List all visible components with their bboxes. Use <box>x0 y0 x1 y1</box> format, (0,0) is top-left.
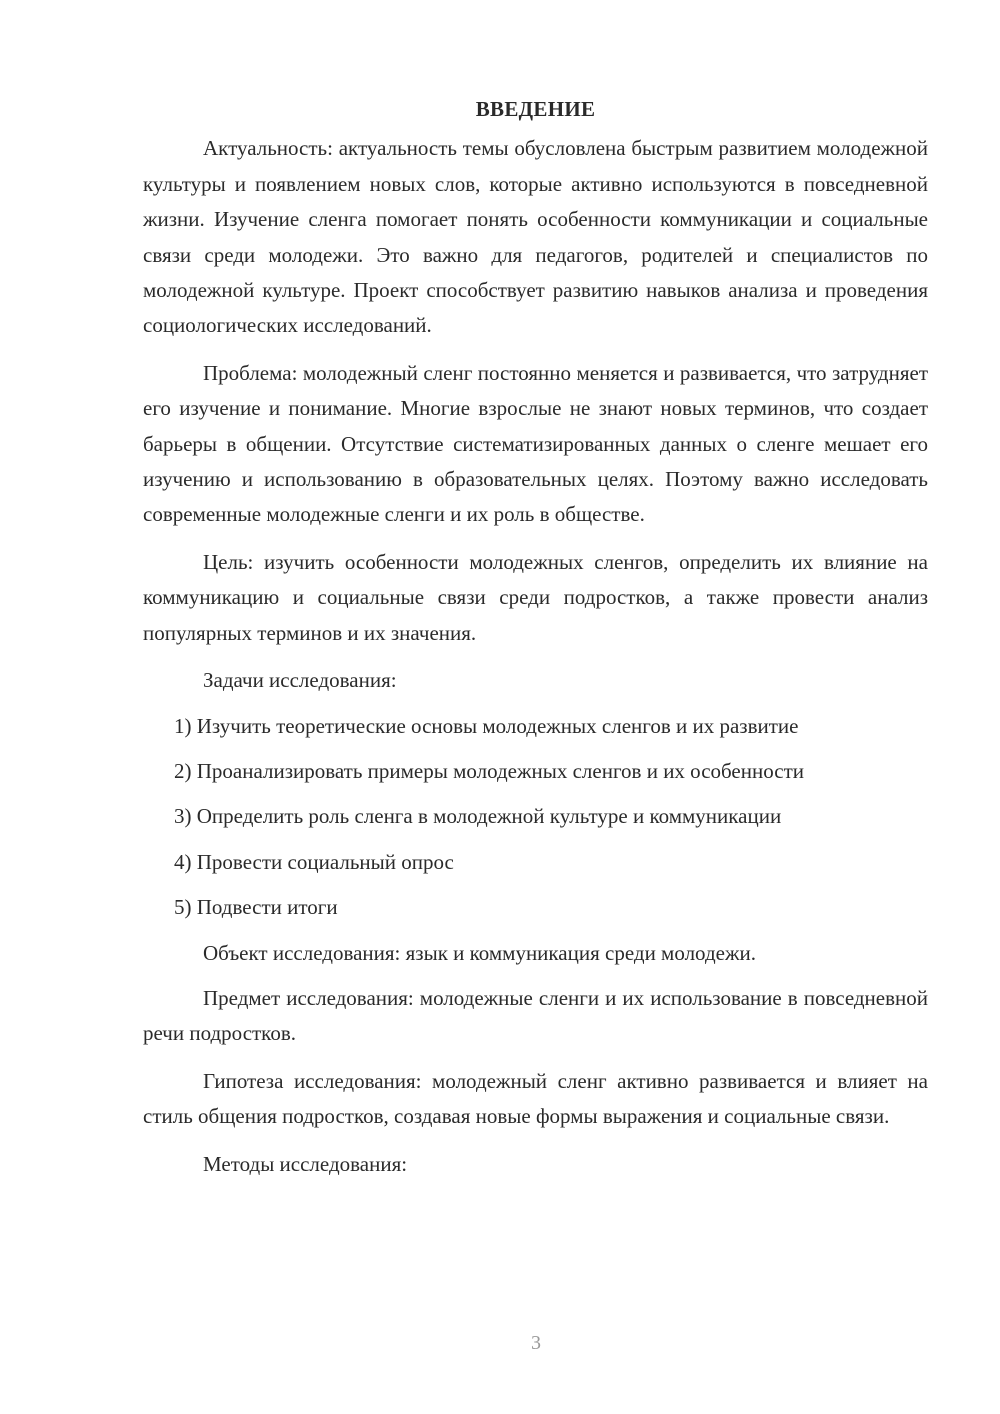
document-page <box>143 92 928 1192</box>
list-item: 2) Проанализировать примеры молодежных сленгов и их особенности <box>174 758 804 783</box>
methods-title: Методы исследования: <box>203 1151 408 1176</box>
problem-paragraph: Проблема: молодежный сленг постоянно меняется и развивается, что затрудняет его изучение и понимание. Многие взрослые не знают новых терминов, что создает барьеры в общении. Отсутствие систематизированных данных о сленге мешает его изучению и использованию в образовательных целях. Поэтому важно исследовать современные молодежные сленги и их роль в обществе. <box>143 360 928 527</box>
list-item: 1) Изучить теоретические основы молодежных сленгов и их развитие <box>174 713 799 738</box>
goal-paragraph: Цель: изучить особенности молодежных сленгов, определить их влияние на коммуникацию и социальные связи среди подростков, а также провести анализ популярных терминов и их значения. <box>143 549 928 645</box>
list-item: 3) Определить роль сленга в молодежной культуре и коммуникации <box>174 804 782 829</box>
list-item: 5) Подвести итоги <box>174 895 338 920</box>
section-heading: ВВЕДЕНИЕ <box>475 97 596 121</box>
tasks-title: Задачи исследования: <box>203 668 397 693</box>
subject-paragraph: Предмет исследования: молодежные сленги и их использование в повседневной речи подростков. <box>143 985 928 1046</box>
list-item: 4) Провести социальный опрос <box>174 849 454 874</box>
hypothesis-paragraph: Гипотеза исследования: молодежный сленг активно развивается и влияет на стиль общения подростков, создавая новые формы выражения и социальные связи. <box>143 1068 928 1129</box>
object-paragraph: Объект исследования: язык и коммуникация среди молодежи. <box>203 940 756 965</box>
page-number: 3 <box>531 1332 541 1354</box>
actuality-paragraph: Актуальность: актуальность темы обусловлена быстрым развитием молодежной культуры и появлением новых слов, которые активно используются в повседневной жизни. Изучение сленга помогает понять особенности коммуникации и социальные связи среди молодежи. Это важно для педагогов, родителей и специалистов по молодежной культуре. Проект способствует развитию навыков анализа и проведения социологических исследований. <box>143 136 928 338</box>
tasks-list <box>143 709 928 926</box>
